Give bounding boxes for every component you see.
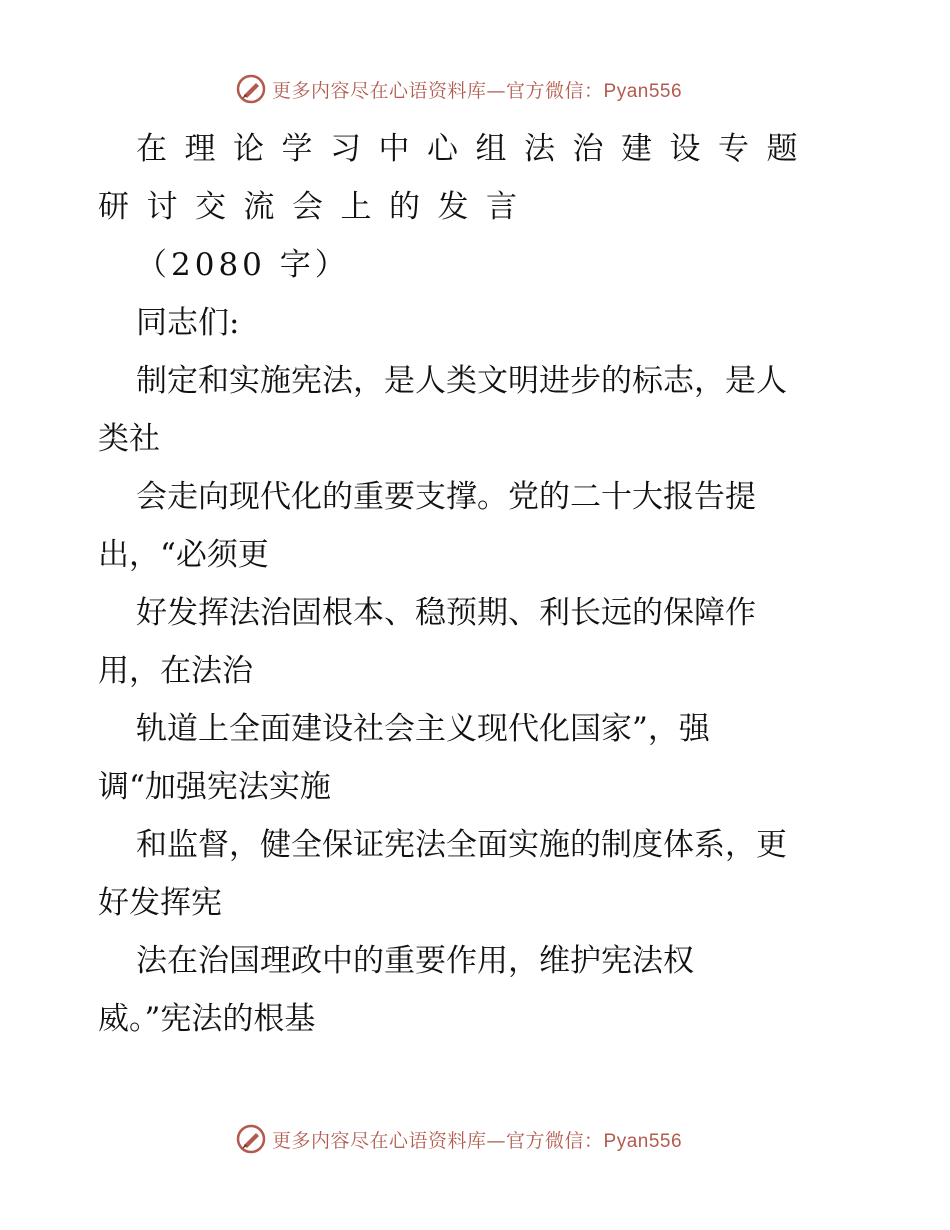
watermark-wechat-id: Pyan556 [603, 1130, 683, 1152]
paragraph-line: 调“加强宪法实施 [98, 769, 331, 805]
salutation: 同志们: [136, 305, 240, 341]
paragraph-line: 制定和实施宪法，是人类文明进步的标志，是人 [136, 363, 787, 399]
watermark-wechat-id: Pyan556 [603, 80, 683, 102]
paragraph-line: 类社 [98, 421, 160, 457]
paragraph-line: 法在治国理政中的重要作用，维护宪法权 [136, 943, 694, 979]
quill-pen-seal-icon [236, 1124, 266, 1154]
word-count: （2080 字） [136, 247, 350, 283]
footer-watermark [236, 1122, 716, 1156]
watermark-text: 更多内容尽在心语资料库—官方微信：Pyan556 [272, 79, 683, 102]
paragraph-line: 会走向现代化的重要支撑。党的二十大报告提 [136, 479, 756, 515]
paragraph-line: 威。”宪法的根基 [98, 1001, 316, 1037]
document-title-line-2: 研讨交流会上的发言 [98, 189, 535, 225]
paragraph-line: 和监督，健全保证宪法全面实施的制度体系，更 [136, 827, 787, 863]
paragraph-line: 轨道上全面建设社会主义现代化国家”，强 [136, 711, 710, 747]
document-body [98, 120, 898, 1048]
paragraph-line: 好发挥法治固根本、稳预期、利长远的保障作 [136, 595, 756, 631]
quill-pen-seal-icon [236, 74, 266, 104]
watermark-text: 更多内容尽在心语资料库—官方微信：Pyan556 [272, 1129, 683, 1152]
paragraph-line: 好发挥宪 [98, 885, 222, 921]
header-watermark [236, 72, 716, 106]
paragraph-line: 用，在法治 [98, 653, 253, 689]
document-title-line-1: 在理论学习中心组法治建设专题 [136, 131, 815, 167]
paragraph-line: 出，“必须更 [98, 537, 269, 573]
